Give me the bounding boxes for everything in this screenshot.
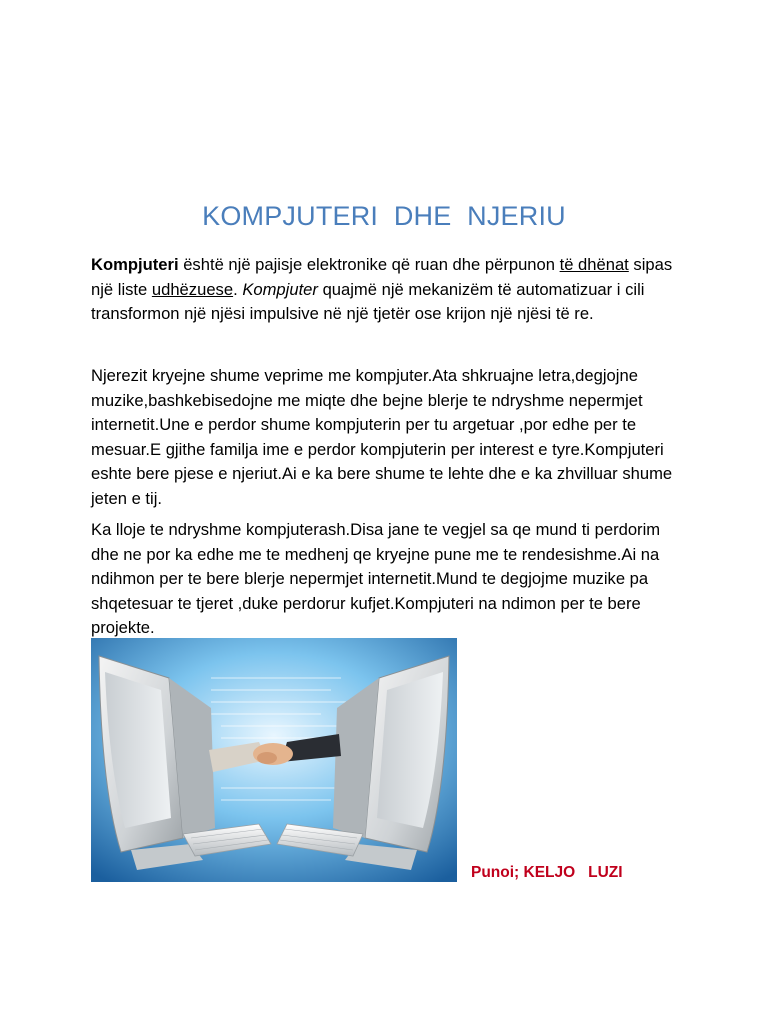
- text-segment: .: [233, 279, 243, 299]
- term-kompjuter-italic: Kompjuter: [242, 279, 318, 299]
- paragraph-usage: Njerezit kryejne shume veprime me kompjuter.Ata shkruajne letra,degjojne muzike,bashkebisedojne me miqte dhe bejne blerje te ndryshme nepermjet internetit.Une e perdor shume kompjuterin per tu argetuar ,por edhe per te mesuar.E gjithe familja ime e perdor kompjuterin per interest e tyre.Kompjuteri eshte bere pjese e njeriut.Ai e ka bere shume te lehte dhe e ka zhvilluar shume jeten e tij.: [91, 366, 673, 508]
- link-udhezuese[interactable]: udhëzuese: [151, 279, 234, 299]
- text-segment: quajmë një mekanizëm të automatizuar i cili transformon një njësi impulsive në një tjetër ose krijon një njësi të re.: [91, 279, 645, 323]
- author-signature: Punoi; KELJO LUZI: [471, 864, 623, 881]
- paragraph-definition: [91, 253, 691, 327]
- term-kompjuteri: Kompjuteri: [91, 255, 179, 274]
- paragraph-types: Ka lloje te ndryshme kompjuterash.Disa jane te vegjel sa qe mund ti perdorim dhe ne por ka edhe me te medhenj qe kryejne pune me te rendesishme.Ai na ndihmon per te bere blerje nepermjet internetit.Mund te degjojme muzike pa shqetesuar te tjeret ,duke perdorur kufjet.Kompjuteri na ndimon per te bere projekte.: [91, 520, 661, 637]
- text-segment: sipas një liste: [91, 255, 673, 299]
- handshake-computers-image: [91, 638, 457, 882]
- text-segment: është një pajisje elektronike që ruan dhe përpunon: [178, 255, 560, 274]
- link-te-dhenat[interactable]: të dhënat: [559, 255, 629, 274]
- document-title: KOMPJUTERI DHE NJERIU: [202, 201, 566, 231]
